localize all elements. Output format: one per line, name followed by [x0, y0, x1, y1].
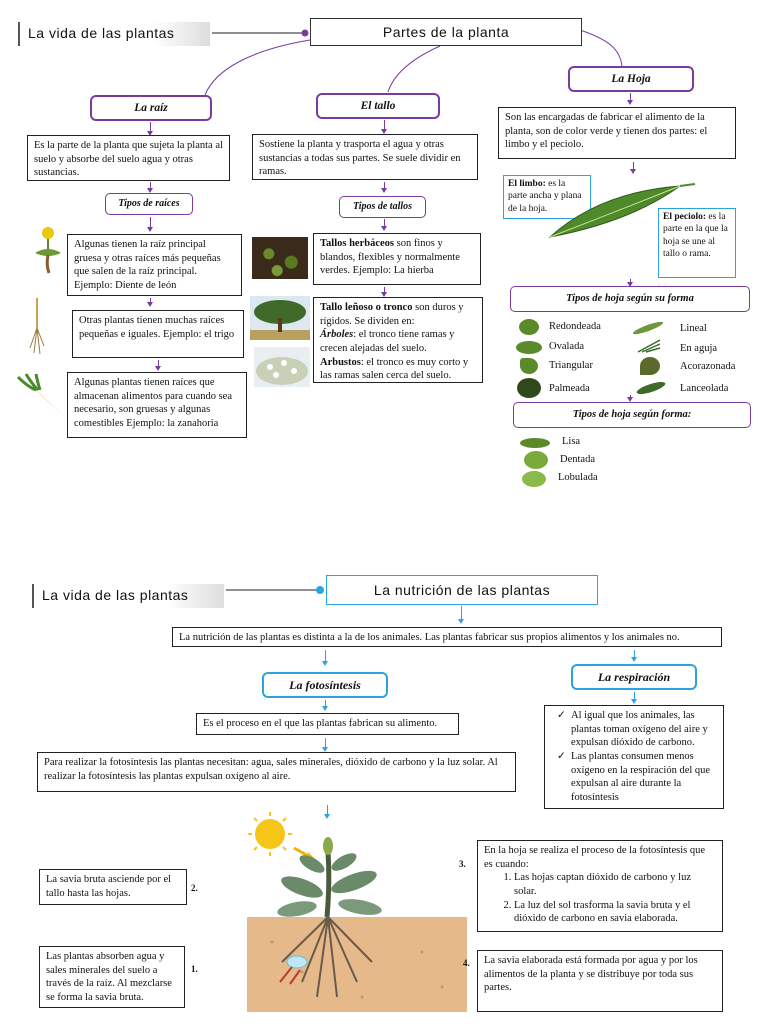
tree-image: [250, 296, 310, 340]
leaf-dentada-icon: [524, 451, 548, 469]
hoja-label: La Hoja: [568, 66, 694, 92]
hoja-peciolo-title: El peciolo:: [663, 212, 707, 222]
raiz-type-2: Otras plantas tienen muchas raíces pequeñas e iguales. Ejemplo: el trigo: [72, 310, 244, 358]
leaf-lisa-icon: [520, 438, 550, 448]
tallo-desc: Sostiene la planta y trasporta el agua y otras sustancias a todas sus partes. Se suele dividir en ramas.: [252, 134, 478, 180]
leaf-type-redondeada: Redondeada: [549, 321, 601, 332]
step-num-4: 4.: [463, 958, 470, 968]
step-4-box: La savia elaborada está formada por agua y por los alimentos de la planta y se distribuye por toda sus partes.: [477, 950, 723, 1012]
step-3-box: [477, 840, 723, 932]
arrow-tallo-4: [384, 287, 385, 293]
arrow-tallo-2: [384, 182, 385, 189]
respiracion-item-2: ✓ Las plantas consumen menos oxígeno en la respiración del que expulsan al aire durante la fotosíntesis: [571, 750, 719, 805]
leaf-type-ovalada: Ovalada: [549, 341, 584, 352]
hoja-peciolo: [658, 208, 736, 278]
step-1-box: Las plantas absorben agua y sales minerales del suelo a través de la raíz. Al mezclarse se forma la savia bruta.: [39, 946, 185, 1008]
section2-title: La nutrición de las plantas: [326, 575, 598, 605]
leaf-ovalada-icon: [516, 341, 542, 354]
plant-illustration: [242, 812, 472, 1012]
leaf-type-lanceolada: Lanceolada: [680, 383, 729, 394]
tallo-herbaceo-title: Tallos herbáceos: [320, 238, 394, 249]
dandelion-image: [27, 225, 69, 275]
section2-header-tag: La vida de las plantas: [32, 584, 224, 608]
arrow-hoja-3: [630, 279, 631, 283]
arrow-hoja-2: [633, 162, 634, 170]
hoja-forma-label: Tipos de hoja según su forma: [510, 286, 750, 312]
arrow-resp-2: [634, 692, 635, 700]
leaf-type-lineal: Lineal: [680, 323, 707, 334]
tallo-arbustos-text: : el tronco es muy corto y las ramas salen cerca del suelo.: [320, 356, 469, 382]
hoja-peciolo-text: es la parte en la que la hoja se une al tallo o rama.: [663, 212, 728, 260]
step-3-item-1: 1. Las hojas captan dióxido de carbono y luz solar.: [514, 871, 716, 898]
raiz-type-1: Algunas tienen la raíz principal gruesa y otras raíces más pequeñas que salen de la raíz principal. Ejemplo: Diente de león: [67, 234, 242, 296]
hoja-desc: Son las encargadas de fabricar el alimento de la planta, son de color verde y tienen dos partes: el limbo y el peciolo.: [498, 107, 736, 159]
step-3-intro: En la hoja se realiza el proceso de la fotosíntesis que es cuando:: [484, 845, 706, 870]
tallo-lenoso-title: Tallo leñoso o tronco: [320, 302, 413, 313]
grass-image: [252, 237, 308, 279]
arrow-raiz-2: [150, 182, 151, 189]
fotosintesis-label: La fotosíntesis: [262, 672, 388, 698]
leaf-aguja-icon: [636, 338, 662, 354]
section1-title: Partes de la planta: [310, 18, 582, 46]
arrow-tallo-1: [384, 120, 385, 130]
leaf-type-dentada: Dentada: [560, 454, 595, 465]
leaf-type-triangular: Triangular: [549, 360, 593, 371]
leaf-type-lobulada: Lobulada: [558, 472, 598, 483]
respiracion-list: [544, 705, 724, 809]
tallo-arboles-text: : el tronco tiene ramas y crecen alejadas del suelo.: [320, 329, 455, 354]
hoja-limbo-title: El limbo:: [508, 179, 546, 189]
arrow-foto-2: [325, 700, 326, 707]
leaf-redondeada-icon: [519, 319, 539, 335]
arrow-nutricion-1: [461, 606, 462, 620]
tallo-types-label: Tipos de tallos: [339, 196, 426, 218]
raiz-types-label: Tipos de raíces: [105, 193, 193, 215]
step-num-2: 2.: [191, 883, 198, 893]
tallo-lenoso-text: son duros y rígidos. Se dividen en:: [320, 302, 464, 327]
hoja-borde-label: Tipos de hoja según forma:: [513, 402, 751, 428]
section1-header-tag: La vida de las plantas: [18, 22, 210, 46]
fotosintesis-detail: Para realizar la fotosíntesis las plantas necesitan: agua, sales minerales, dióxido de carbono y la luz solar. Al realizar la fotosíntesis las plantas expulsan oxígeno al aire.: [37, 752, 516, 792]
sun-icon: [248, 812, 292, 856]
leaf-type-palmeada: Palmeada: [549, 383, 590, 394]
tallo-arboles-title: Árboles: [320, 329, 354, 341]
arrow-hoja-4: [630, 395, 631, 398]
leaf-acorazonada-icon: [640, 357, 660, 375]
tallo-herbaceo-text: son finos y blandos, flexibles y normalmente verdes. Ejemplo: La hierba: [320, 238, 460, 277]
raiz-type-3: Algunas plantas tienen raíces que almacenan alimentos para cuando sea necesario, son gruesas y algunas comestibles Ejemplo: la zanahoria: [67, 372, 247, 438]
arrow-hoja-1: [630, 93, 631, 101]
raiz-desc: Es la parte de la planta que sujeta la planta al suelo y absorbe del suelo agua y otras sustancias.: [27, 135, 230, 181]
arrow-tallo-3: [384, 219, 385, 227]
leaf-triangular-icon: [520, 358, 538, 374]
respiracion-item-1: ✓ Al igual que los animales, las plantas toman oxígeno del aire y expulsan dióxido de carbono.: [571, 709, 719, 750]
nutricion-intro: La nutrición de las plantas es distinta a la de los animales. Las plantas fabricar sus propios alimentos y los animales no.: [172, 627, 722, 647]
step-3-item-2: 2. La luz del sol trasforma la savia bruta y el dióxido de carbono en savia elaborada.: [514, 899, 716, 926]
tallo-arbustos-title: Arbustos: [320, 356, 361, 368]
step-2-box: La savia bruta asciende por el tallo hasta las hojas.: [39, 869, 187, 905]
step-num-1: 1.: [191, 964, 198, 974]
tallo-herbaceo: [313, 233, 481, 285]
leaf-type-lisa: Lisa: [562, 436, 581, 447]
hoja-limbo-text: es la parte ancha y plana de la hoja.: [508, 179, 582, 214]
leaf-type-acorazonada: Acorazonada: [680, 361, 736, 372]
fotosintesis-desc: Es el proceso en el que las plantas fabrican su alimento.: [196, 713, 459, 735]
carrot-image: [8, 372, 70, 422]
raiz-label: La raíz: [90, 95, 212, 121]
tallo-label: El tallo: [316, 93, 440, 119]
arrow-raiz-4: [150, 298, 151, 303]
shrub-image: [254, 347, 310, 387]
arrow-raiz-5: [158, 360, 159, 367]
tallo-lenoso: [313, 297, 483, 383]
arrow-raiz-3: [150, 217, 151, 228]
leaf-lobulada-icon: [522, 471, 546, 487]
arrow-foto-3: [325, 738, 326, 748]
step-num-3: 3.: [459, 859, 466, 869]
respiracion-label: La respiración: [571, 664, 697, 690]
leaf-type-aguja: En aguja: [680, 343, 718, 354]
leaf-palmeada-icon: [517, 378, 541, 398]
arrow-raiz-1: [150, 122, 151, 132]
wheat-roots-image: [22, 298, 52, 360]
arrow-resp-1: [634, 650, 635, 658]
arrow-foto-1: [325, 650, 326, 662]
